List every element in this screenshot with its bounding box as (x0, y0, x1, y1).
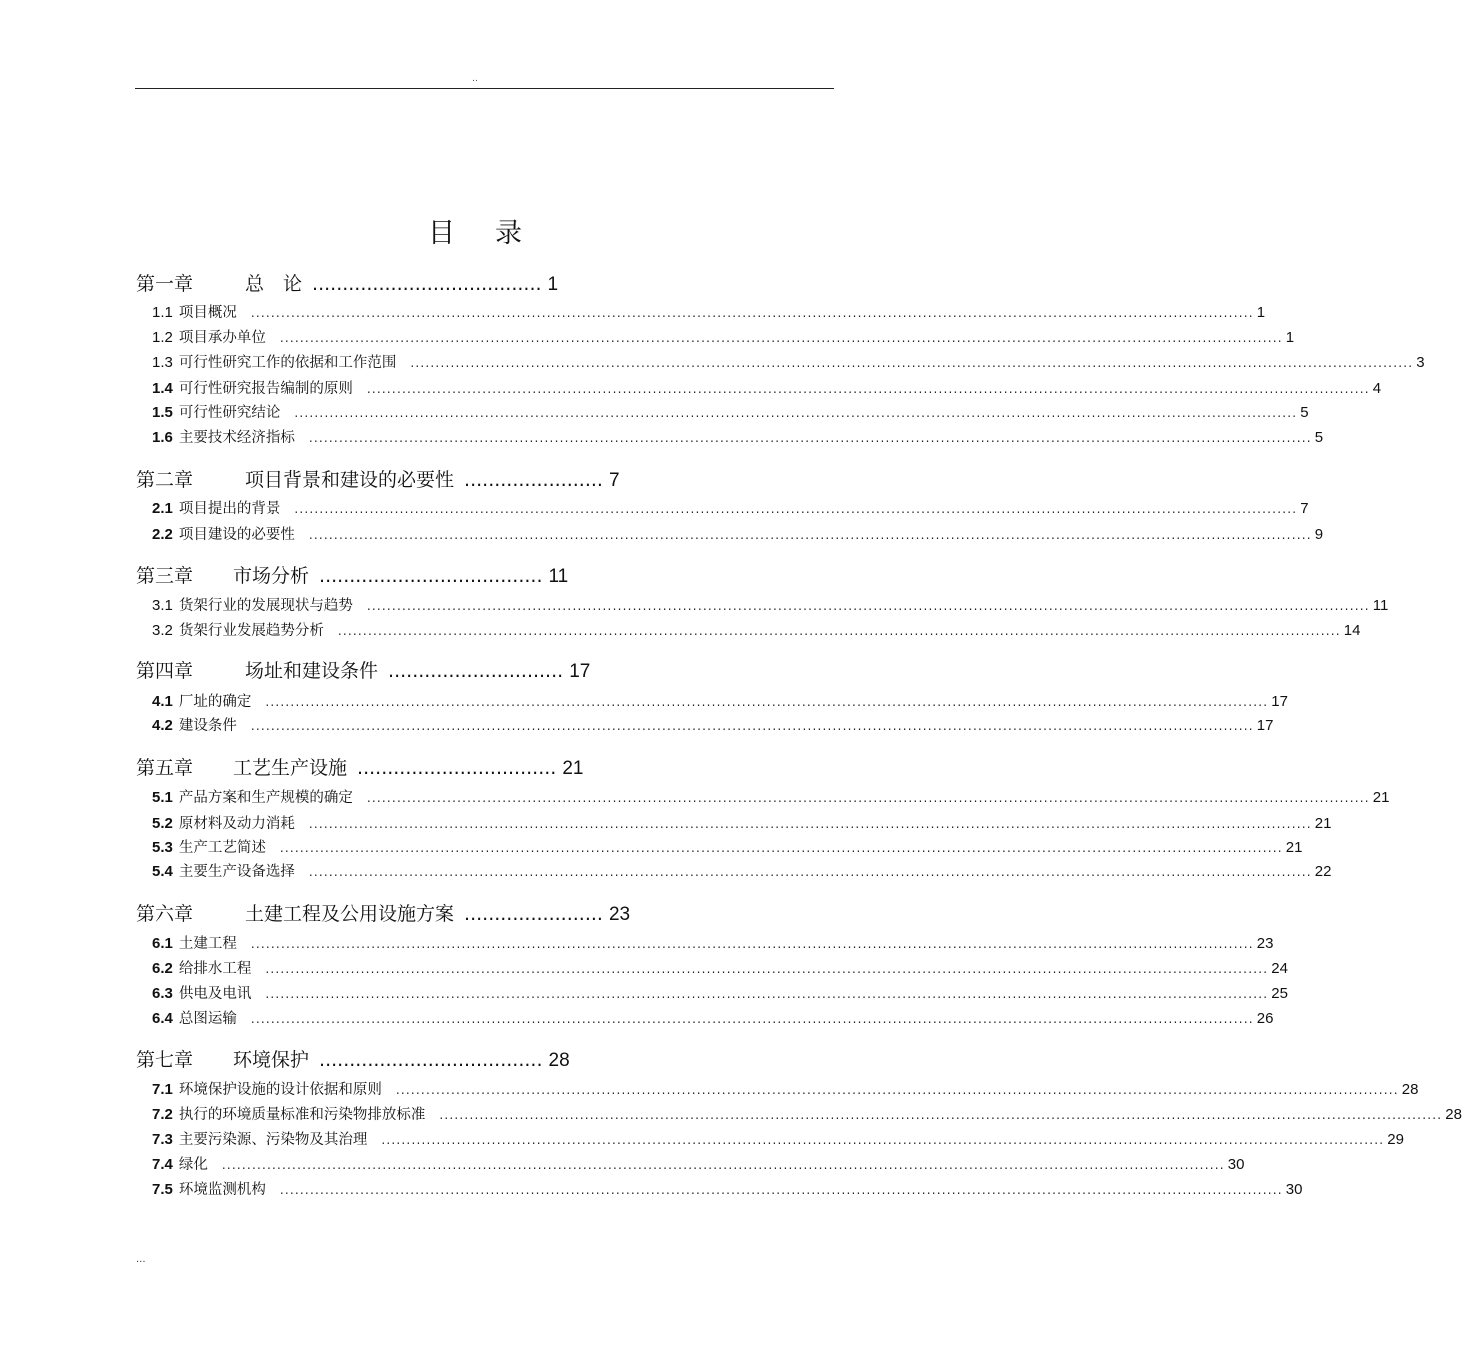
toc-section-7-2[interactable] (152, 1104, 1462, 1126)
toc-section-6-2[interactable] (152, 958, 1288, 980)
section-number: 6.1 (152, 935, 173, 952)
toc-section-5-1[interactable] (152, 787, 1390, 809)
section-number: 6.4 (152, 1010, 173, 1027)
chapter-page-number: 7 (608, 470, 620, 491)
toc-section-3-2[interactable] (152, 620, 1361, 642)
section-leader-dots: ........................................................................................................................................................................................................ (395, 1083, 1399, 1097)
section-leader-dots: ........................................................................................................................................................................................................ (294, 406, 1298, 420)
section-number: 3.1 (152, 597, 173, 614)
section-page-number: 5 (1314, 429, 1324, 446)
section-page-number: 23 (1256, 935, 1274, 952)
chapter-title: 总 论 (245, 273, 303, 295)
section-leader-dots: ........................................................................................................................................................................................................ (250, 306, 1254, 320)
section-title: 可行性研究工作的依据和工作范围 (178, 355, 397, 371)
section-page-number: 30 (1285, 1181, 1303, 1198)
section-leader-dots: ........................................................................................................................................................................................................ (308, 817, 1312, 831)
chapter-number: 第一章 (136, 273, 194, 295)
section-leader-dots: ........................................................................................................................................................................................................ (308, 528, 1312, 542)
toc-section-2-1[interactable] (152, 498, 1309, 520)
toc-section-1-2[interactable] (152, 327, 1295, 349)
section-title: 环境监测机构 (178, 1182, 266, 1198)
section-leader-dots: ........................................................................................................................................................................................................ (381, 1133, 1385, 1147)
section-number: 1.2 (152, 329, 173, 346)
chapter-leader-dots: ................................. (357, 757, 557, 779)
section-number: 1.1 (152, 304, 173, 321)
section-leader-dots: ........................................................................................................................................................................................................ (265, 987, 1269, 1001)
section-page-number: 4 (1372, 380, 1382, 397)
toc-section-7-4[interactable] (152, 1154, 1245, 1176)
section-leader-dots: ........................................................................................................................................................................................................ (279, 841, 1283, 855)
toc-section-6-3[interactable] (152, 983, 1288, 1005)
chapter-page-number: 1 (547, 274, 559, 295)
toc-section-2-2[interactable] (152, 524, 1324, 546)
section-page-number: 21 (1285, 839, 1303, 856)
section-page-number: 25 (1271, 985, 1288, 1002)
section-leader-dots: ........................................................................................................................................................................................................ (250, 1012, 1254, 1026)
chapter-leader-dots: ..................................... (319, 565, 543, 587)
chapter-page-number: 23 (608, 904, 631, 925)
toc-section-3-1[interactable] (152, 595, 1389, 617)
section-number: 3.2 (152, 622, 173, 639)
section-number: 5.1 (152, 789, 173, 806)
section-number: 7.1 (152, 1081, 173, 1098)
section-leader-dots: ........................................................................................................................................................................................................ (250, 937, 1254, 951)
section-page-number: 11 (1372, 597, 1389, 614)
section-number: 7.2 (152, 1106, 173, 1123)
section-leader-dots: ........................................................................................................................................................................................................ (366, 382, 1370, 396)
chapter-leader-dots: ..................................... (319, 1049, 543, 1071)
section-leader-dots: ........................................................................................................................................................................................................ (221, 1158, 1225, 1172)
section-leader-dots: ........................................................................................................................................................................................................ (279, 331, 1283, 345)
toc-section-6-4[interactable] (152, 1008, 1274, 1030)
section-title: 项目提出的背景 (178, 501, 281, 517)
toc-section-6-1[interactable] (152, 933, 1274, 955)
section-title: 建设条件 (178, 718, 237, 734)
section-page-number: 29 (1387, 1131, 1404, 1148)
chapter-leader-dots: ....................... (464, 903, 603, 925)
section-title: 项目承办单位 (178, 330, 266, 346)
section-page-number: 1 (1285, 329, 1295, 346)
section-title: 土建工程 (178, 936, 237, 952)
section-leader-dots: ........................................................................................................................................................................................................ (337, 624, 1341, 638)
section-number: 7.3 (152, 1131, 173, 1148)
section-title: 主要技术经济指标 (178, 430, 295, 446)
section-leader-dots: ........................................................................................................................................................................................................ (366, 791, 1370, 805)
chapter-number: 第六章 (136, 903, 194, 925)
toc-section-1-4[interactable] (152, 378, 1382, 400)
toc-chapter-5[interactable] (136, 754, 583, 782)
section-title: 绿化 (178, 1157, 208, 1173)
section-title: 主要污染源、污染物及其治理 (178, 1132, 368, 1148)
section-page-number: 22 (1314, 863, 1332, 880)
chapter-number: 第五章 (136, 757, 194, 779)
chapter-number: 第七章 (136, 1049, 194, 1071)
chapter-title: 项目背景和建设的必要性 (245, 469, 455, 491)
toc-section-7-1[interactable] (152, 1079, 1419, 1101)
section-number: 6.3 (152, 985, 173, 1002)
section-number: 2.1 (152, 500, 173, 517)
toc-section-1-1[interactable] (152, 302, 1266, 324)
chapter-page-number: 21 (562, 758, 584, 779)
section-title: 执行的环境质量标准和污染物排放标准 (178, 1107, 426, 1123)
chapter-title: 场址和建设条件 (245, 660, 379, 682)
section-page-number: 14 (1343, 622, 1361, 639)
section-leader-dots: ........................................................................................................................................................................................................ (439, 1108, 1443, 1122)
chapter-page-number: 17 (569, 661, 591, 682)
footer-mark: ... (136, 1254, 146, 1265)
chapter-leader-dots: ............................. (388, 660, 564, 682)
toc-section-1-3[interactable] (152, 352, 1425, 374)
section-title: 可行性研究结论 (178, 405, 281, 421)
section-page-number: 21 (1314, 815, 1332, 832)
chapter-leader-dots: ...................................... (312, 273, 542, 295)
chapter-title: 环境保护 (233, 1049, 310, 1071)
section-page-number: 17 (1256, 717, 1274, 734)
section-title: 生产工艺简述 (178, 840, 266, 856)
section-leader-dots: ........................................................................................................................................................................................................ (410, 356, 1414, 370)
section-title: 货架行业的发展现状与趋势 (178, 598, 353, 614)
chapter-number: 第三章 (136, 565, 194, 587)
section-number: 1.3 (152, 354, 173, 371)
section-page-number: 7 (1300, 500, 1309, 517)
section-title: 产品方案和生产规模的确定 (178, 790, 353, 806)
toc-chapter-2[interactable] (136, 466, 620, 494)
chapter-title: 工艺生产设施 (233, 757, 348, 779)
section-leader-dots: ........................................................................................................................................................................................................ (308, 865, 1312, 879)
section-page-number: 3 (1416, 354, 1425, 371)
toc-chapter-3[interactable] (136, 562, 568, 590)
section-number: 5.4 (152, 863, 173, 880)
header-mark: .. (472, 74, 478, 84)
section-page-number: 21 (1372, 789, 1390, 806)
section-title: 原材料及动力消耗 (178, 816, 295, 832)
section-number: 1.5 (152, 404, 173, 421)
section-leader-dots: ........................................................................................................................................................................................................ (265, 695, 1269, 709)
toc-section-5-4[interactable] (152, 861, 1332, 883)
section-page-number: 26 (1256, 1010, 1274, 1027)
section-title: 厂址的确定 (178, 694, 252, 710)
section-page-number: 28 (1445, 1106, 1462, 1123)
toc-section-7-3[interactable] (152, 1129, 1404, 1151)
section-number: 4.2 (152, 717, 173, 734)
section-page-number: 9 (1314, 526, 1324, 543)
section-leader-dots: ........................................................................................................................................................................................................ (250, 719, 1254, 733)
section-title: 主要生产设备选择 (178, 864, 295, 880)
toc-title: 目录 (428, 218, 562, 249)
toc-chapter-7[interactable] (136, 1046, 570, 1074)
section-leader-dots: ........................................................................................................................................................................................................ (265, 962, 1269, 976)
section-title: 环境保护设施的设计依据和原则 (178, 1082, 382, 1098)
section-leader-dots: ........................................................................................................................................................................................................ (294, 502, 1298, 516)
section-page-number: 28 (1401, 1081, 1419, 1098)
toc-section-7-5[interactable] (152, 1179, 1303, 1201)
section-page-number: 17 (1271, 693, 1288, 710)
section-number: 7.5 (152, 1181, 173, 1198)
section-number: 5.3 (152, 839, 173, 856)
section-number: 4.1 (152, 693, 173, 710)
section-page-number: 5 (1300, 404, 1309, 421)
chapter-title: 市场分析 (233, 565, 310, 587)
chapter-number: 第四章 (136, 660, 194, 682)
chapter-page-number: 28 (548, 1050, 570, 1071)
section-number: 1.4 (152, 380, 173, 397)
toc-chapter-6[interactable] (136, 900, 630, 928)
toc-section-4-2[interactable] (152, 715, 1274, 737)
toc-section-1-5[interactable] (152, 402, 1309, 424)
section-page-number: 30 (1227, 1156, 1245, 1173)
section-leader-dots: ........................................................................................................................................................................................................ (279, 1183, 1283, 1197)
toc-chapter-4[interactable] (136, 657, 590, 685)
section-title: 项目概况 (178, 305, 237, 321)
toc-section-1-6[interactable] (152, 427, 1324, 449)
toc-section-4-1[interactable] (152, 691, 1288, 713)
toc-section-5-3[interactable] (152, 837, 1303, 859)
section-title: 项目建设的必要性 (178, 527, 295, 543)
chapter-page-number: 11 (548, 566, 569, 587)
section-page-number: 24 (1271, 960, 1288, 977)
section-leader-dots: ........................................................................................................................................................................................................ (366, 599, 1370, 613)
chapter-leader-dots: ....................... (464, 469, 603, 491)
chapter-number: 第二章 (136, 469, 194, 491)
section-title: 给排水工程 (178, 961, 252, 977)
section-number: 6.2 (152, 960, 173, 977)
section-number: 7.4 (152, 1156, 173, 1173)
section-title: 货架行业发展趋势分析 (178, 623, 324, 639)
section-leader-dots: ........................................................................................................................................................................................................ (308, 431, 1312, 445)
toc-section-5-2[interactable] (152, 813, 1332, 835)
section-number: 2.2 (152, 526, 173, 543)
toc-chapter-1[interactable] (136, 270, 558, 298)
section-number: 5.2 (152, 815, 173, 832)
header-rule (135, 88, 834, 89)
section-number: 1.6 (152, 429, 173, 446)
section-title: 可行性研究报告编制的原则 (178, 381, 353, 397)
section-page-number: 1 (1256, 304, 1266, 321)
section-title: 供电及电讯 (178, 986, 252, 1002)
section-title: 总图运输 (178, 1011, 237, 1027)
chapter-title: 土建工程及公用设施方案 (245, 903, 455, 925)
